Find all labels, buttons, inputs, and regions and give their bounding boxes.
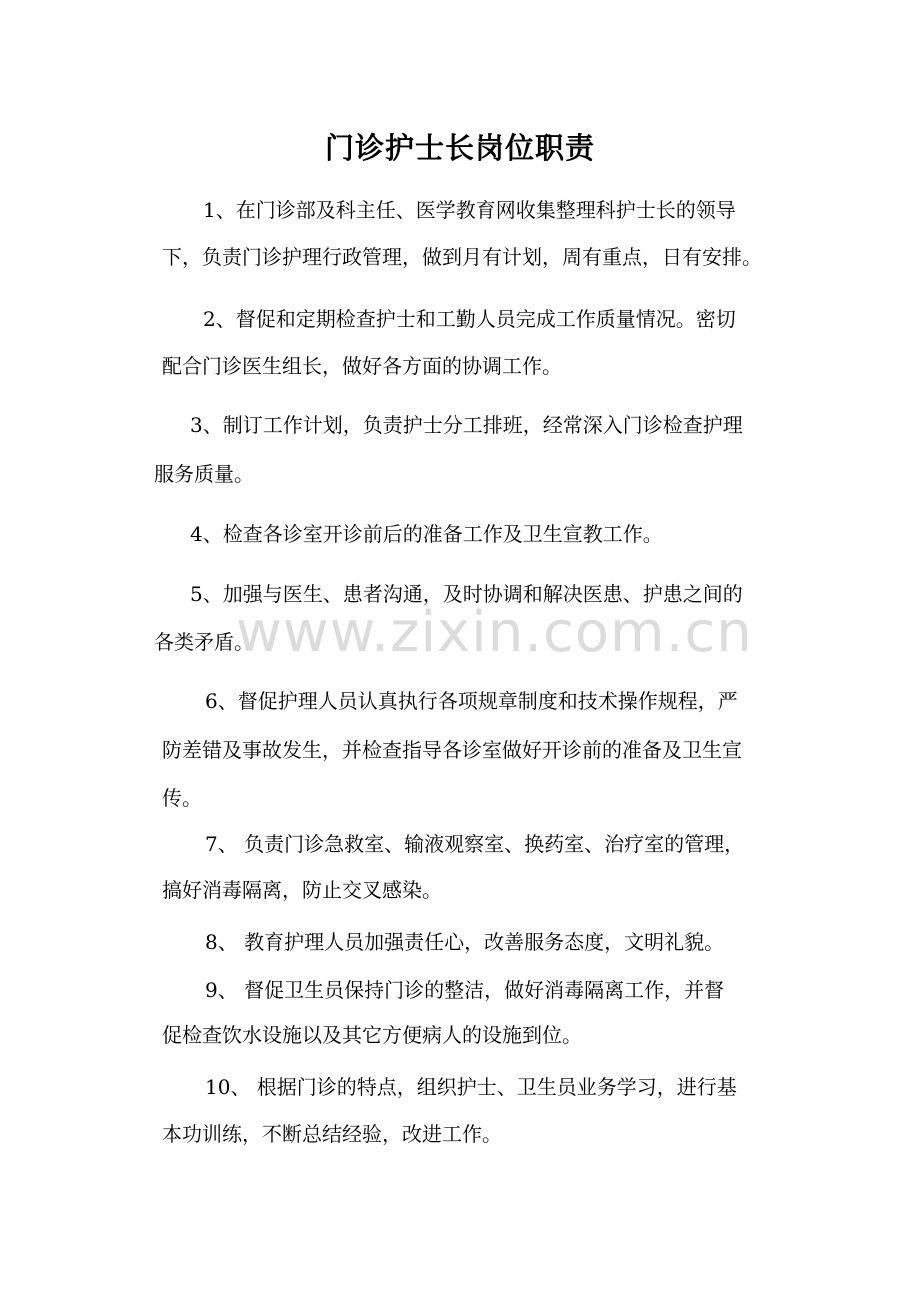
watermark: www.zixin.com.cn <box>236 600 753 665</box>
paragraph-line: 5、加强与医生、患者沟通，及时协调和解决医患、护患之间的 <box>190 582 743 606</box>
paragraph-line: 2、督促和定期检查护士和工勤人员完成工作质量情况。密切 <box>203 307 736 331</box>
paragraph-line: 7、 负责门诊急救室、输液观察室、换药室、治疗室的管理， <box>205 832 745 856</box>
paragraph-line: 各类矛盾。 <box>154 630 254 654</box>
paragraph-line: 6、督促护理人员认真执行各项规章制度和技术操作规程，严 <box>205 689 738 713</box>
paragraph-line: 9、 督促卫生员保持门诊的整洁，做好消毒隔离工作，并督 <box>205 978 725 1002</box>
paragraph-line: 1、在门诊部及科主任、医学教育网收集整理科护士长的领导 <box>203 198 736 222</box>
paragraph-line: 8、 教育护理人员加强责任心，改善服务态度，文明礼貌。 <box>205 930 725 954</box>
paragraph-line: 10、 根据门诊的特点，组织护士、卫生员业务学习，进行基 <box>205 1075 737 1099</box>
paragraph-line: 3、制订工作计划，负责护士分工排班，经常深入门诊检查护理 <box>190 413 743 437</box>
paragraph-line: 传。 <box>162 786 202 810</box>
paragraph-line: 本功训练，不断总结经验，改进工作。 <box>162 1122 502 1146</box>
paragraph-line: 防差错及事故发生，并检查指导各诊室做好开诊前的准备及卫生宣 <box>162 738 742 762</box>
paragraph-line: 搞好消毒隔离，防止交叉感染。 <box>162 878 442 902</box>
document-title: 门诊护士长岗位职责 <box>324 131 595 165</box>
paragraph-line: 促检查饮水设施以及其它方便病人的设施到位。 <box>162 1023 582 1047</box>
paragraph-line: 下，负责门诊护理行政管理，做到月有计划，周有重点，日有安排。 <box>162 245 762 269</box>
paragraph-line: 配合门诊医生组长，做好各方面的协调工作。 <box>162 354 562 378</box>
paragraph-line: 服务质量。 <box>154 462 254 486</box>
paragraph-line: 4、检查各诊室开诊前后的准备工作及卫生宣教工作。 <box>190 522 663 546</box>
